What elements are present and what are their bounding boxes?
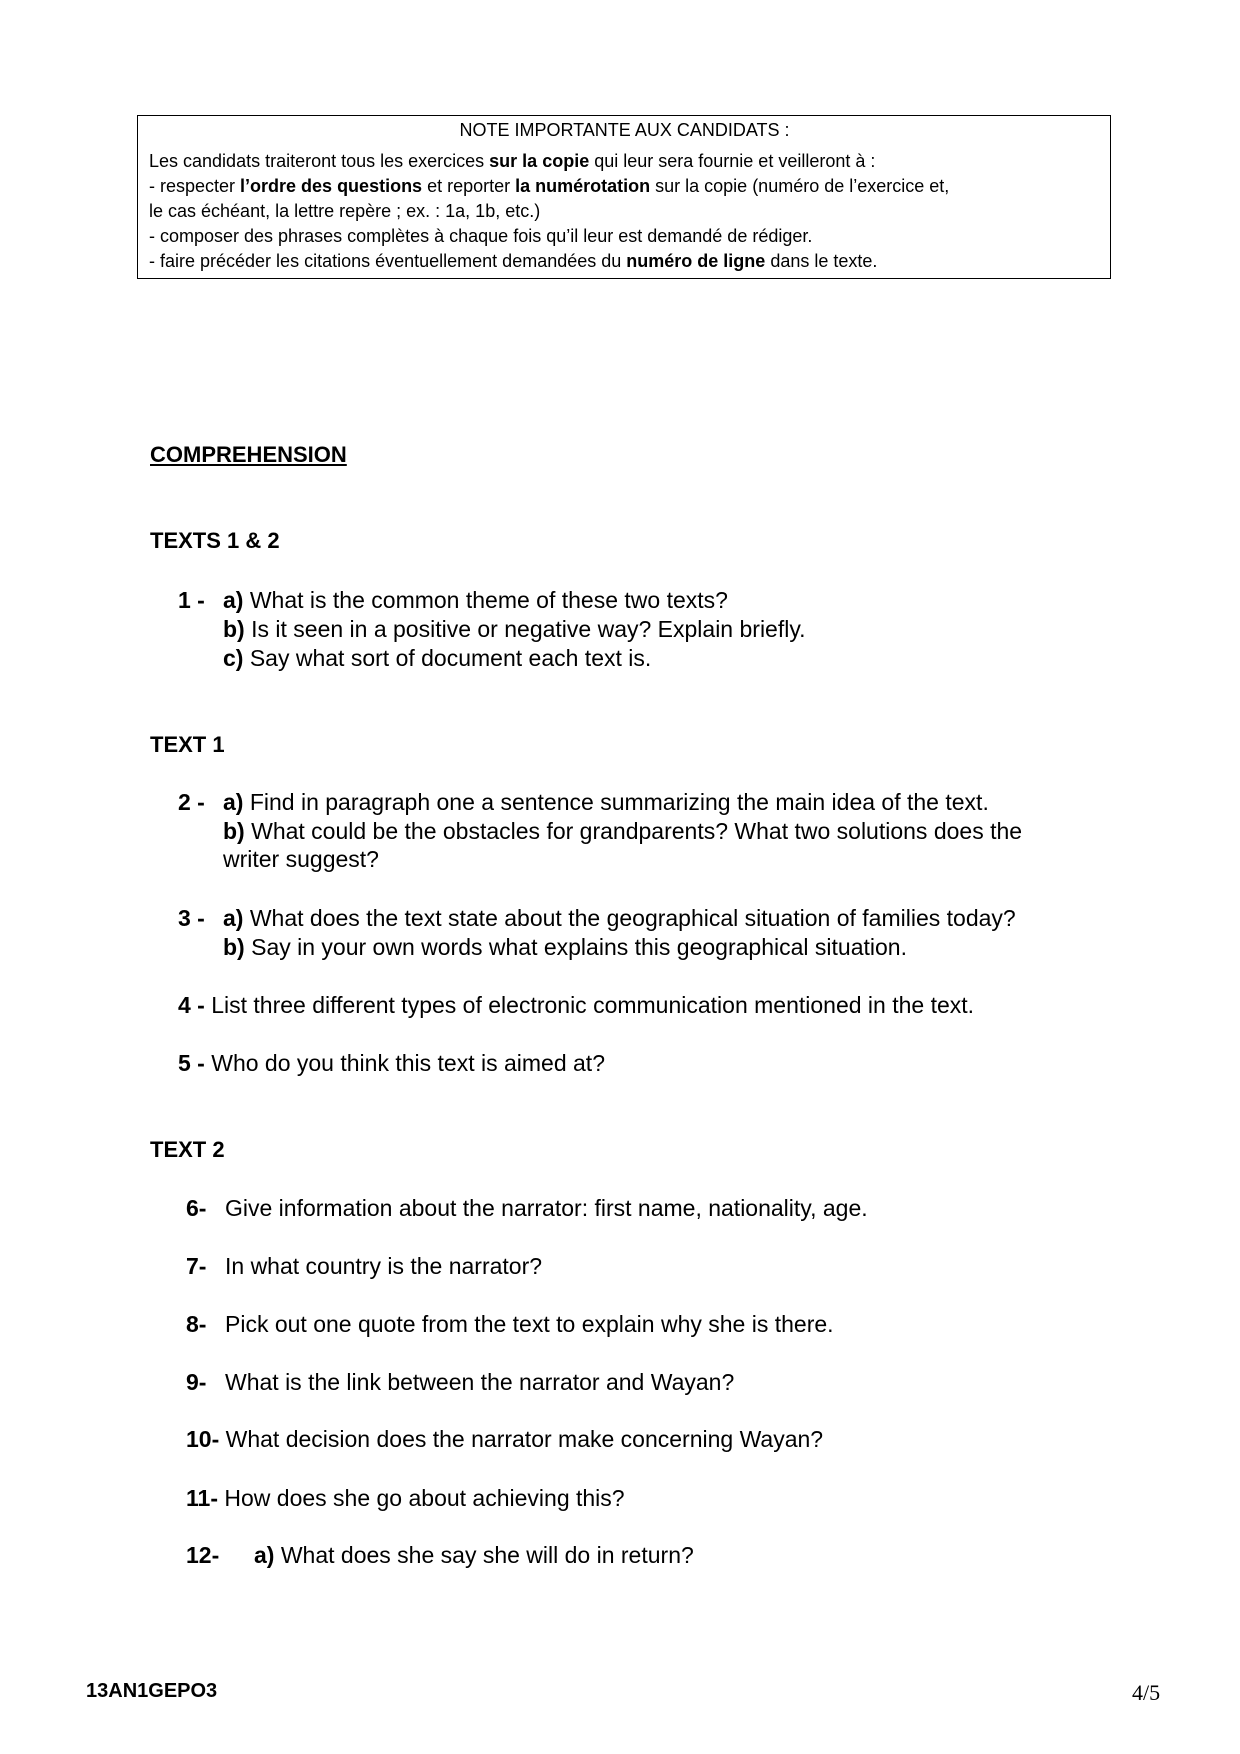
question-12 [186,1541,219,1569]
question-8 [186,1310,206,1338]
question-7 [186,1252,206,1280]
letter: b) [223,818,245,844]
text: Find in paragraph one a sentence summarizing the main idea of the text. [243,789,989,815]
question-number: 11- [186,1485,218,1511]
question-10 [186,1425,823,1453]
letter: a) [223,789,244,815]
question-3b [223,933,907,961]
question-9 [186,1368,206,1396]
text: sur la copie (numéro de l’exercice et, [650,176,950,196]
text: Who do you think this text is aimed at? [204,1050,605,1076]
text: How does she go about achieving this? [217,1485,625,1511]
question-number: 12- [186,1542,220,1568]
question-number: 4 - [178,992,205,1018]
note-title: NOTE IMPORTANTE AUX CANDIDATS : [459,120,790,140]
text: Les candidats traiteront tous les exercices [149,151,490,171]
question-1c [223,644,651,672]
question-number: 8- [186,1311,207,1337]
text: List three different types of electronic communication mentioned in the text. [204,992,975,1018]
text: What does she say she will do in return? [274,1542,694,1568]
letter: b) [223,934,245,960]
letter: c) [223,645,244,671]
question-2a [223,788,989,816]
note-line: - composer des phrases complètes à chaque fois qu’il leur est demandé de rédiger. [149,226,813,246]
question-3a [223,904,1016,932]
question-2b [223,817,1022,845]
question-number: 2 - [178,789,205,815]
text: - respecter [149,176,241,196]
page-number: 4/5 [1132,1680,1161,1705]
question-7-text: In what country is the narrator? [225,1253,543,1279]
question-4 [178,991,974,1019]
bold-text: sur la copie [489,151,590,171]
text: Say in your own words what explains this geographical situation. [244,934,907,960]
text: Is it seen in a positive or negative way? Explain briefly. [244,616,806,642]
text: - faire précéder les citations éventuellement demandées du [149,251,627,271]
question-2b-cont: writer suggest? [223,846,379,872]
question-number: 5 - [178,1050,205,1076]
heading-text-1: TEXT 1 [150,732,225,757]
question-6 [186,1194,206,1222]
question-2 [178,788,205,816]
question-3 [178,904,205,932]
heading-texts-1-2: TEXTS 1 & 2 [150,528,280,553]
question-1a [178,586,205,614]
text: What is the common theme of these two texts? [243,587,728,613]
question-number: 3 - [178,905,205,931]
question-number: 6- [186,1195,207,1221]
note-line [149,149,1100,174]
letter: a) [254,1542,275,1568]
note-line: le cas échéant, la lettre repère ; ex. : 1a, 1b, etc.) [149,201,541,221]
question-11 [186,1484,625,1512]
question-1a-text [223,586,728,614]
text: dans le texte. [765,251,878,271]
question-number: 9- [186,1369,207,1395]
letter: a) [223,905,244,931]
note-line [149,249,1100,274]
question-12a [254,1541,694,1569]
bold-text: numéro de ligne [626,251,766,271]
question-1b [223,615,806,643]
question-number: 7- [186,1253,207,1279]
text: What could be the obstacles for grandparents? What two solutions does the [244,818,1023,844]
letter: b) [223,616,245,642]
text: What does the text state about the geographical situation of families today? [243,905,1016,931]
text: qui leur sera fournie et veilleront à : [589,151,876,171]
text: et reporter [422,176,516,196]
section-title: COMPREHENSION [150,442,347,467]
note-box [137,115,1111,279]
question-number: 1 - [178,587,205,613]
heading-text-2: TEXT 2 [150,1137,225,1162]
question-8-text: Pick out one quote from the text to explain why she is there. [225,1311,834,1337]
question-9-text: What is the link between the narrator and Wayan? [225,1369,735,1395]
letter: a) [223,587,244,613]
bold-text: l’ordre des questions [240,176,423,196]
exam-code: 13AN1GEPO3 [86,1680,218,1702]
question-6-text: Give information about the narrator: first name, nationality, age. [225,1195,868,1221]
text: What decision does the narrator make concerning Wayan? [219,1426,824,1452]
bold-text: la numérotation [515,176,651,196]
question-number: 10- [186,1426,220,1452]
text: Say what sort of document each text is. [243,645,652,671]
note-line [149,174,1100,199]
question-5 [178,1049,605,1077]
